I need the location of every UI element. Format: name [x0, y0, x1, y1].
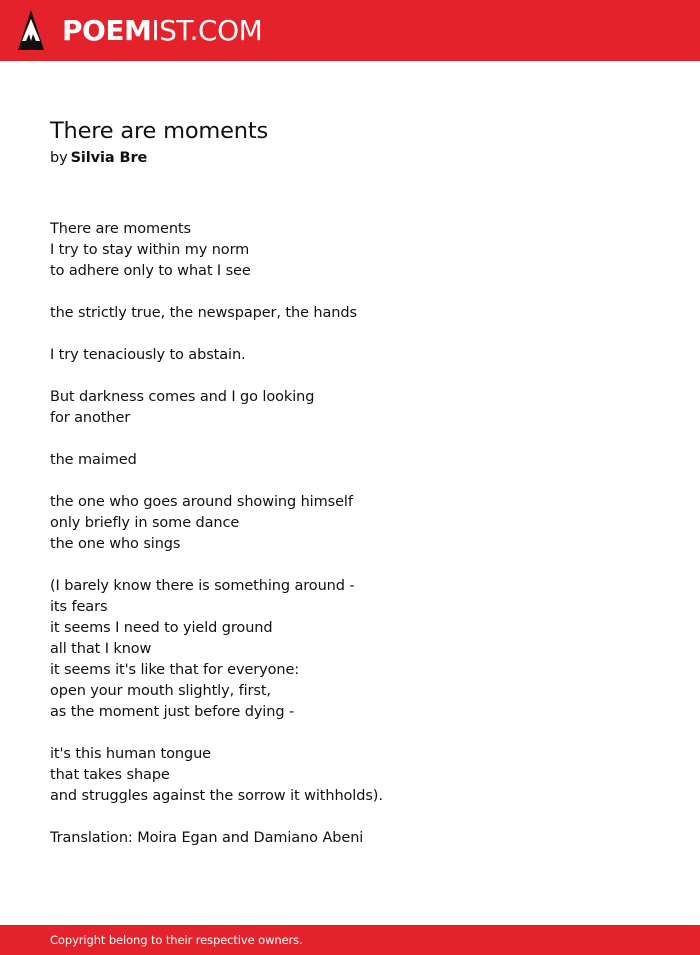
poem-byline — [50, 147, 650, 169]
poem-line: it seems it's like that for everyone: — [50, 662, 300, 678]
poem-stanza — [50, 345, 650, 366]
by-label: by — [50, 150, 68, 166]
poem-stanza — [50, 219, 650, 282]
poem-line: the maimed — [50, 452, 137, 468]
copyright-text: Copyright belong to their respective owners. — [50, 933, 303, 947]
poem-stanza — [50, 387, 650, 429]
poem-stanza — [50, 492, 650, 555]
site-footer — [0, 925, 700, 955]
poem-stanza — [50, 576, 650, 723]
poem-line: as the moment just before dying - — [50, 704, 295, 720]
poem-line: the one who goes around showing himself — [50, 494, 353, 510]
site-header — [0, 0, 700, 61]
poem-content — [50, 115, 650, 870]
poem-line: There are moments — [50, 221, 191, 237]
author-name: Silvia Bre — [70, 150, 148, 166]
poem-line: for another — [50, 410, 131, 426]
poem-title: There are moments — [50, 118, 268, 144]
poem-line: But darkness comes and I go looking — [50, 389, 315, 405]
poem-line: I try tenaciously to abstain. — [50, 347, 246, 363]
poem-line: its fears — [50, 599, 108, 615]
brand-name — [62, 9, 262, 53]
poem-line: all that I know — [50, 641, 152, 657]
poem-stanza — [50, 450, 650, 471]
poem-line: open your mouth slightly, first, — [50, 683, 271, 699]
poem-line: that takes shape — [50, 767, 170, 783]
poem-body — [50, 219, 650, 849]
poem-stanza — [50, 303, 650, 324]
poem-line: the one who sings — [50, 536, 181, 552]
poem-line: the strictly true, the newspaper, the hands — [50, 305, 357, 321]
poem-line: and struggles against the sorrow it withholds). — [50, 788, 383, 804]
brand-name-light: IST.COM — [151, 14, 263, 47]
poem-line: only briefly in some dance — [50, 515, 240, 531]
translation-line: Translation: Moira Egan and Damiano Abeni — [50, 830, 364, 846]
poem-line: (I barely know there is something around - — [50, 578, 355, 594]
poem-line: to adhere only to what I see — [50, 263, 251, 279]
poem-line: I try to stay within my norm — [50, 242, 250, 258]
poem-line: it's this human tongue — [50, 746, 211, 762]
brand-name-bold: POEM — [62, 14, 152, 47]
pen-nib-icon — [18, 10, 44, 52]
translation-credit — [50, 828, 650, 849]
poem-stanza — [50, 744, 650, 807]
poem-line: it seems I need to yield ground — [50, 620, 273, 636]
site-logo-link[interactable] — [18, 9, 262, 53]
